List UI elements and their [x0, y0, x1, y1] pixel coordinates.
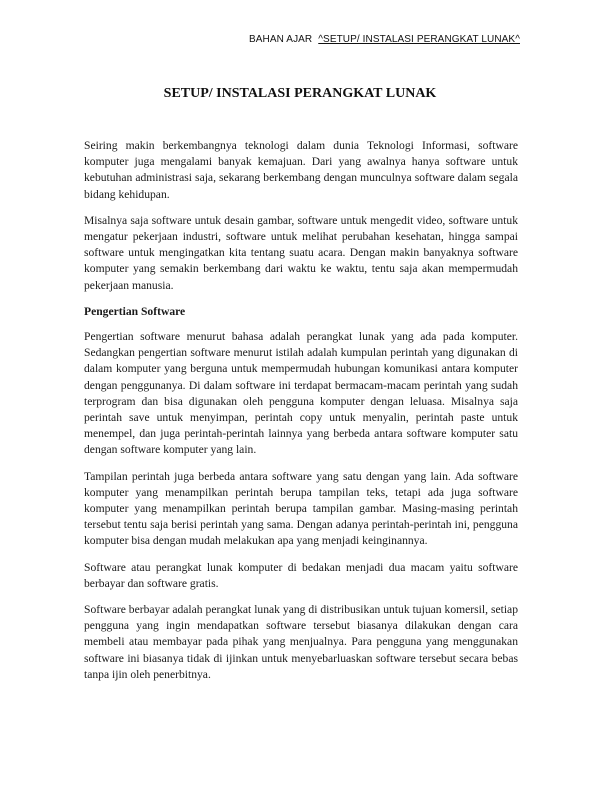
paragraph: Seiring makin berkembangnya teknologi dalam dunia Teknologi Informasi, software komputer juga mengalami banyak kemajuan. Dari yang awalnya hanya software untuk kebutuhan administrasi saja, sekarang berkembang dengan munculnya software dalam segala bidang kehidupan. [84, 139, 518, 201]
paragraph: Software berbayar adalah perangkat lunak yang di distribusikan untuk tujuan komersil, setiap pengguna yang ingin mendapatkan software tersebut biasanya dilakukan dengan cara membeli atau membayar pada pihak yang menjualnya. Para pengguna yang menggunakan software ini biasanya tidak di ijinkan untuk menyebarluaskan software tersebut secara bebas tanpa ijin oleh penerbitnya. [84, 603, 518, 681]
document-title: SETUP/ INSTALASI PERANGKAT LUNAK [163, 86, 437, 101]
section-heading: Pengertian Software [84, 304, 186, 318]
header-doc-title: ^SETUP/ INSTALASI PERANGKAT LUNAK^ [318, 34, 520, 45]
paragraph: Tampilan perintah juga berbeda antara software yang satu dengan yang lain. Ada software komputer yang menampilkan perintah berupa tampilan teks, tetapi ada juga software komputer yang menampilkan perintah berupa tampilan gambar. Masing-masing perintah tersebut tentu saja berisi perintah yang sama. Dengan adanya perintah-perintah ini, pengguna komputer bisa dengan mudah melakukan apa yang menjadi keinginannya. [84, 469, 518, 548]
header-label: BAHAN AJAR [249, 34, 313, 45]
document-body [84, 138, 518, 693]
paragraph: Software atau perangkat lunak komputer di bedakan menjadi dua macam yaitu software berbayar dan software gratis. [84, 560, 518, 590]
running-header [249, 34, 520, 45]
paragraph: Pengertian software menurut bahasa adalah perangkat lunak yang ada pada komputer. Sedangkan pengertian software menurut istilah adalah kumpulan perintah yang digunakan di dalam komputer yang berguna untuk mempermudah hubungan komunikasi antara komputer dengan penggunanya. Di dalam software ini terdapat bermacam-macam perintah yang sudah terprogram dan bisa digunakan oleh pengguna komputer dengan leluasa. Misalnya saja perintah save untuk menyimpan, perintah copy untuk menyalin, perintah paste untuk menempel, dan juga perintah-perintah lainnya yang berbeda antara software komputer satu dengan software komputer yang lain. [84, 330, 518, 457]
paragraph: Misalnya saja software untuk desain gambar, software untuk mengedit video, software untuk mengatur pekerjaan industri, software untuk melihat perubahan kesehatan, hingga sampai software untuk mengingatkan kita tentang suatu acara. Dengan makin banyaknya software komputer yang semakin berkembang dari waktu ke waktu, tentu saja akan mempermudah pekerjaan manusia. [84, 213, 518, 292]
